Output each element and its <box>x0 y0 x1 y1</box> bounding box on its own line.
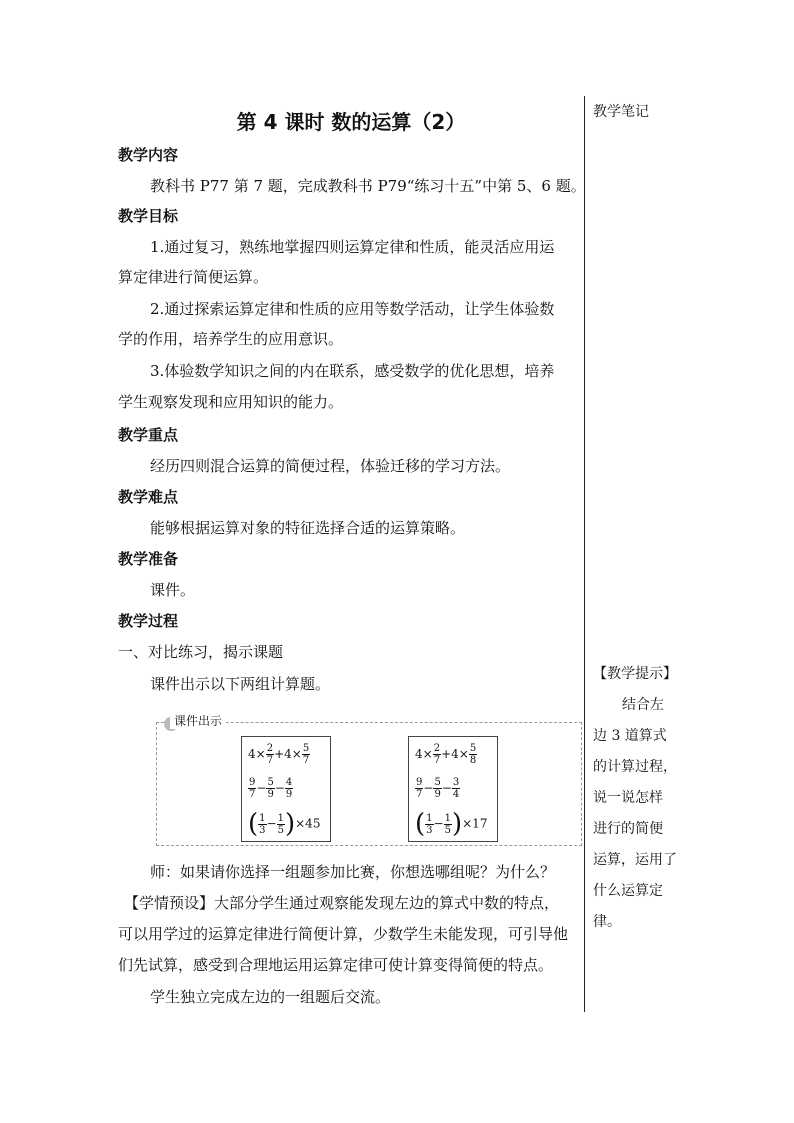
tip-title: 【教学提示】 <box>593 666 677 682</box>
page-title: 第 4 课时 数的运算（2） <box>236 110 466 134</box>
tip-line: 说一说怎样 <box>593 790 663 806</box>
tip-line: 的计算过程， <box>593 759 677 775</box>
courseware-label: 课件出示 <box>170 712 226 729</box>
preset-line3: 们先试算，感受到合理地运用运算定律可使计算变得简便的特点。 <box>118 956 554 974</box>
expression-2: $\frac{9}{7}$ − $\frac{5}{9}$ − $\frac{3}{4}$ <box>416 777 460 800</box>
goal2-line2: 学的作用，培养学生的应用意识。 <box>118 330 344 348</box>
tip-line: 边 3 道算式 <box>593 728 667 744</box>
difficult-text: 能够根据运算对象的特征选择合适的运算策略。 <box>150 519 466 537</box>
tip-line: 运算，运用了 <box>593 852 677 868</box>
exercise-card-right <box>408 736 498 842</box>
tip-line: 律。 <box>593 914 621 930</box>
key-text: 经历四则混合运算的简便过程，体验迁移的学习方法。 <box>150 457 511 475</box>
expression-3: ( $\frac{1}{3}$ − $\frac{1}{5}$ )×17 <box>415 809 488 839</box>
difficult-heading: 教学难点 <box>118 488 179 506</box>
goal1-line1: 1.通过复习，熟练地掌握四则运算定律和性质，能灵活应用运 <box>150 238 555 256</box>
content-heading: 教学内容 <box>118 146 179 164</box>
courseware-box <box>156 722 582 846</box>
exercise-card-left <box>241 736 331 842</box>
process-heading: 教学过程 <box>118 612 179 630</box>
notes-label: 教学笔记 <box>593 104 649 120</box>
expression-1: 4× $\frac{2}{7}$ +4× $\frac{5}{7}$ <box>248 743 310 766</box>
prep-heading: 教学准备 <box>118 550 179 568</box>
expression-2: $\frac{9}{7}$ − $\frac{5}{9}$ − $\frac{4}{9}$ <box>249 777 293 800</box>
tip-line: 什么运算定 <box>593 883 663 899</box>
step1-text: 课件出示以下两组计算题。 <box>150 675 331 693</box>
key-heading: 教学重点 <box>118 426 179 444</box>
goal3-line2: 学生观察发现和应用知识的能力。 <box>118 393 344 411</box>
tip-line: 结合左 <box>622 697 664 713</box>
teacher-line: 师：如果请你选择一组题参加比赛，你想选哪组呢？为什么？ <box>150 863 556 881</box>
prep-text: 课件。 <box>150 581 196 599</box>
goal1-line2: 算定律进行简便运算。 <box>118 268 269 286</box>
goal3-line1: 3.体验数学知识之间的内在联系，感受数学的优化思想，培养 <box>150 362 555 380</box>
tip-line: 进行的简便 <box>593 821 663 837</box>
column-divider <box>584 96 585 1012</box>
preset-line1: 【学情预设】大部分学生通过观察能发现左边的算式中数的特点， <box>124 894 560 912</box>
step1-heading: 一、对比练习，揭示课题 <box>118 643 284 661</box>
expression-1: 4× $\frac{2}{7}$ +4× $\frac{5}{8}$ <box>415 743 477 766</box>
final-line: 学生独立完成左边的一组题后交流。 <box>150 988 391 1006</box>
expression-3: ( $\frac{1}{3}$ − $\frac{1}{5}$ )×45 <box>248 809 321 839</box>
content-text: 教科书 P77 第 7 题，完成教科书 P79“练习十五”中第 5、6 题。 <box>150 177 586 195</box>
goals-heading: 教学目标 <box>118 207 179 225</box>
preset-line2: 可以用学过的运算定律进行简便计算，少数学生未能发现，可引导他 <box>118 925 569 943</box>
goal2-line1: 2.通过探索运算定律和性质的应用等数学活动，让学生体验数 <box>150 300 555 318</box>
